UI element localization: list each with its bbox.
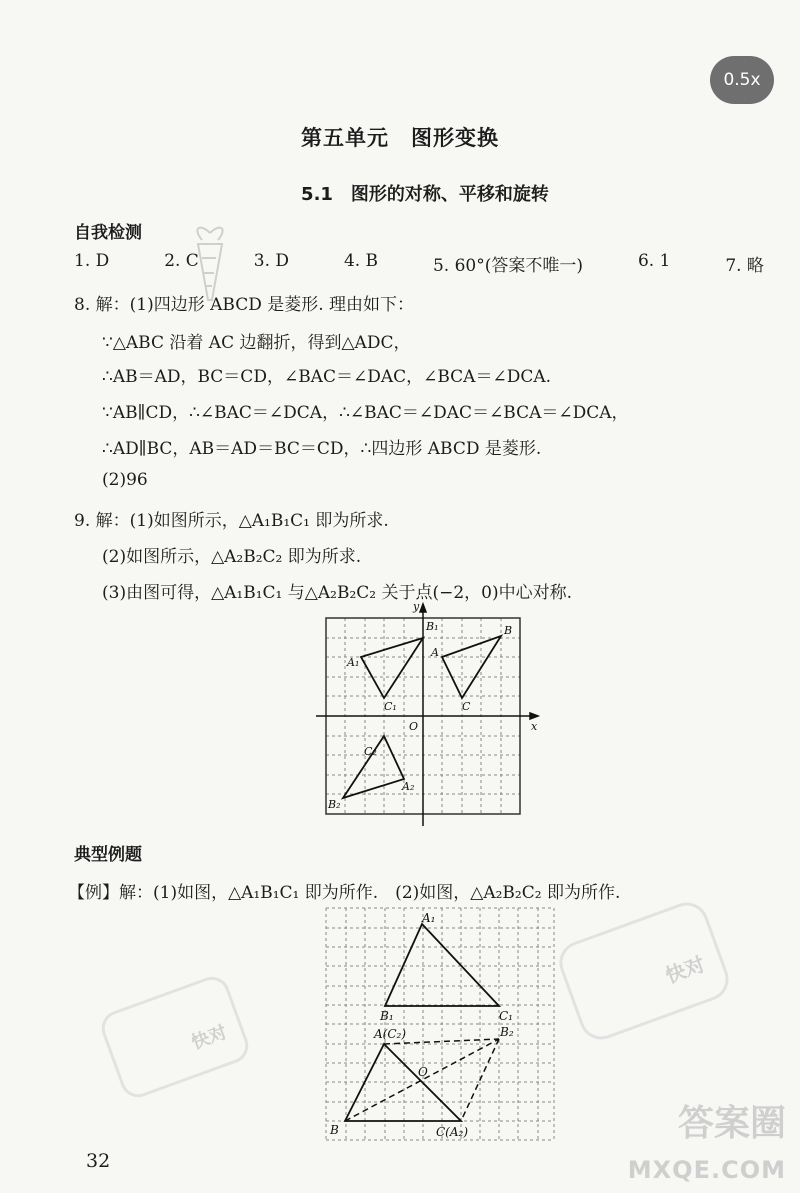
self-check-heading: 自我检测	[74, 223, 142, 243]
point-label: C	[462, 700, 471, 713]
app-stamp-watermark: 快对	[97, 972, 254, 1102]
zoom-level-badge[interactable]: 0.5x	[710, 56, 774, 104]
point-label: B₁	[426, 620, 439, 633]
rotated-triangle-a2b2c2	[345, 1039, 499, 1121]
typical-heading: 典型例题	[74, 845, 142, 865]
triangle-a1b1c1	[361, 638, 423, 698]
example-line: 【例】解：(1)如图，△A₁B₁C₁ 即为所作. (2)如图，△A₂B₂C₂ 即为所作.	[68, 883, 621, 903]
point-label: C(A₂)	[436, 1125, 469, 1139]
app-stamp-watermark: 快对	[553, 896, 734, 1045]
section-title: 5.1 图形的对称、平移和旋转	[301, 184, 549, 205]
unit-title: 第五单元 图形变换	[301, 126, 499, 150]
q8-line: 8. 解：(1)四边形 ABCD 是菱形. 理由如下：	[74, 295, 415, 315]
point-label: C₁	[499, 1009, 513, 1023]
y-axis-label: y	[413, 600, 420, 613]
point-label: A(C₂)	[374, 1027, 407, 1041]
q8-line: ∵△ABC 沿着 AC 边翻折，得到△ADC，	[102, 333, 411, 353]
point-label: A₁	[422, 911, 436, 925]
point-label: B	[330, 1123, 339, 1137]
point-label: B₂	[328, 798, 341, 811]
point-label: O	[418, 1065, 428, 1079]
q9-line: (3)由图可得，△A₁B₁C₁ 与△A₂B₂C₂ 关于点(−2，0)中心对称.	[102, 583, 573, 603]
q8-line: ∴AB＝AD，BC＝CD，∠BAC＝∠DAC，∠BCA＝∠DCA.	[102, 367, 552, 387]
x-axis-label: x	[531, 720, 538, 733]
point-label: A₁	[347, 656, 360, 669]
site-watermark: 答案圈 MXQE.COM	[627, 1103, 786, 1184]
example-figure	[318, 902, 564, 1148]
x-axis-arrow-icon	[530, 713, 538, 719]
point-label: C₂	[364, 745, 377, 758]
point-label: B₂	[500, 1025, 514, 1039]
answer-item: 7. 略	[725, 256, 764, 276]
q8-line: (2)96	[102, 470, 148, 490]
q9-line: 9. 解：(1)如图所示，△A₁B₁C₁ 即为所求.	[74, 511, 389, 531]
q8-line: ∵AB∥CD，∴∠BAC＝∠DCA，∴∠BAC＝∠DAC＝∠BCA＝∠DCA，	[102, 403, 629, 423]
answer-item: 1. D	[74, 251, 110, 271]
point-label: B₁	[380, 1009, 394, 1023]
triangle-abc	[442, 636, 501, 698]
point-label: C₁	[384, 700, 397, 713]
answer-item: 5. 60°(答案不唯一)	[432, 256, 584, 276]
coordinate-figure	[312, 598, 548, 830]
answer-item: 3. D	[253, 251, 290, 271]
y-axis-arrow-icon	[420, 604, 426, 612]
answer-item: 2. C	[164, 251, 199, 271]
q8-line: ∴AD∥BC，AB＝AD＝BC＝CD，∴四边形 ABCD 是菱形.	[102, 439, 542, 459]
answer-item: 4. B	[343, 251, 379, 271]
q9-line: (2)如图所示，△A₂B₂C₂ 即为所求.	[102, 547, 362, 567]
answer-item: 6. 1	[637, 251, 671, 271]
page-number: 32	[86, 1150, 111, 1172]
origin-label: O	[409, 720, 419, 733]
point-label: A	[431, 646, 439, 659]
point-label: B	[504, 624, 513, 637]
point-label: A₂	[402, 780, 415, 793]
answer-list	[74, 251, 764, 276]
